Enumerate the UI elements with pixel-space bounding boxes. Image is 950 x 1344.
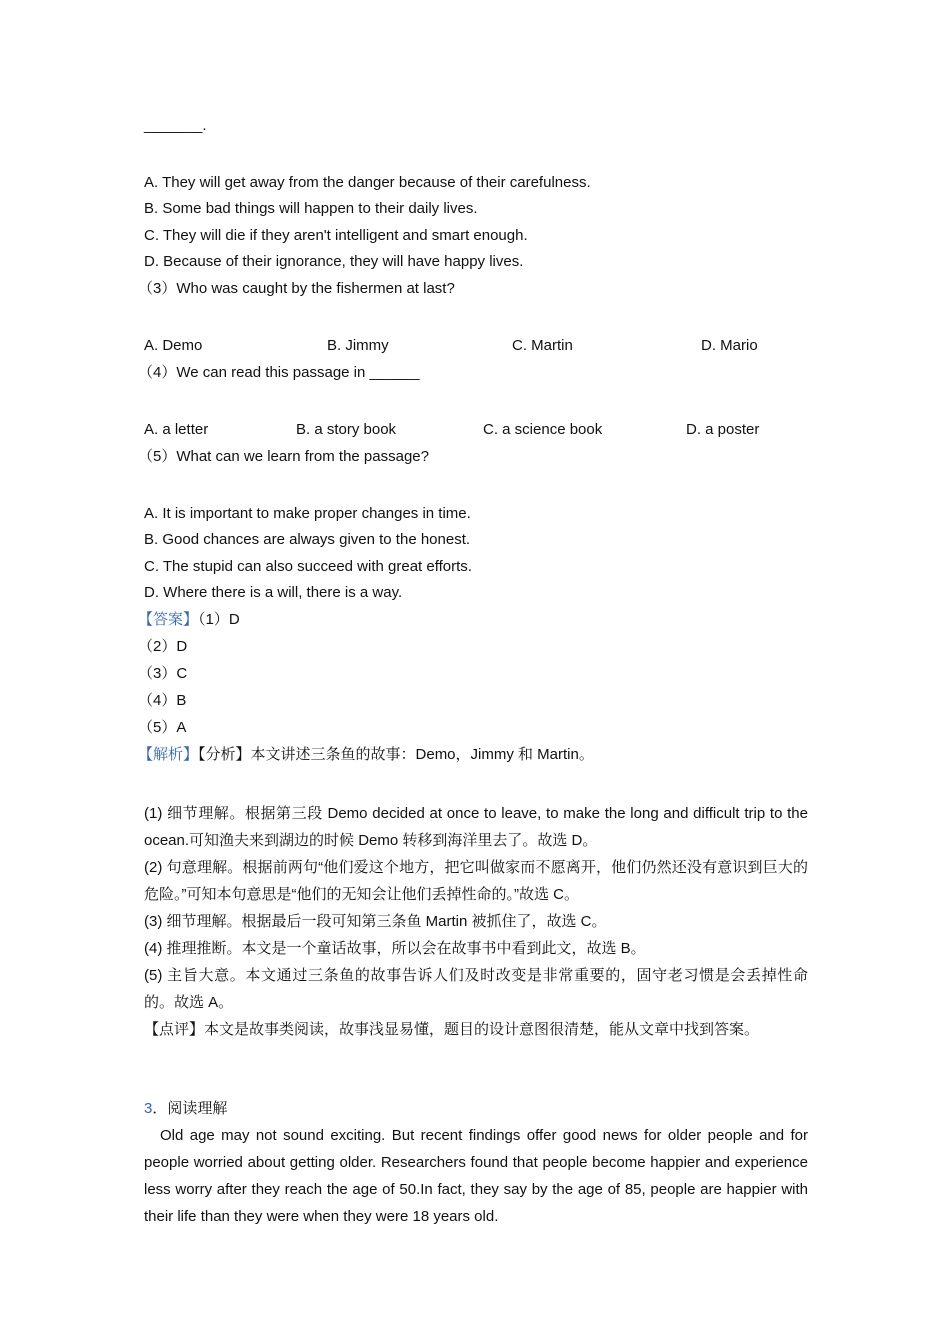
section-3-passage: Old age may not sound exciting. But recent findings offer good news for older people and for people worried about getting older. Researchers found that people become happier and experience less worry after they reach the age of 50.In fact, they say by the age of 85, people are happier with their life than they were when they were 18 years old. xyxy=(144,1127,808,1225)
answer-3: （3）C xyxy=(138,665,188,682)
answer-line xyxy=(138,611,240,629)
comment: 【点评】本文是故事类阅读，故事浅显易懂，题目的设计意图很清楚，能从文章中找到答案。 xyxy=(144,1021,760,1038)
q4-option-c: C. a science book xyxy=(483,421,603,438)
analysis-item-5: (5) 主旨大意。本文通过三条鱼的故事告诉人们及时改变是非常重要的，固守老习惯是会丢掉性命的。故选 A。 xyxy=(144,967,808,1011)
q4-question: （4）We can read this passage in ______ xyxy=(138,364,420,381)
q2-option-c: C. They will die if they aren't intelligent and smart enough. xyxy=(144,227,528,244)
answer-2: （2）D xyxy=(138,638,188,655)
q3-option-c: C. Martin xyxy=(512,337,573,354)
section-3-title: ．阅读理解 xyxy=(152,1100,228,1117)
q3-option-a: A. Demo xyxy=(144,337,203,354)
answer-label: 【答案】 xyxy=(138,611,199,628)
q3-option-b: B. Jimmy xyxy=(327,337,389,354)
analysis-intro: 【分析】本文讲述三条鱼的故事：Demo，Jimmy 和 Martin。 xyxy=(198,746,594,763)
q4-option-d: D. a poster xyxy=(686,421,760,438)
q2-blank: _______. xyxy=(144,117,207,134)
analysis-item-2: (2) 句意理解。根据前两句“他们爱这个地方，把它叫做家而不愿离开，他们仍然还没有意识到巨大的危险。”可知本句意思是“他们的无知会让他们丢掉性命的。”故选 C。 xyxy=(144,859,808,903)
q5-question: （5）What can we learn from the passage? xyxy=(138,448,429,465)
q3-question: （3）Who was caught by the fishermen at last? xyxy=(138,280,455,297)
answer-1: （1）D xyxy=(198,611,240,628)
analysis-line xyxy=(138,746,594,764)
q4-option-b: B. a story book xyxy=(296,421,397,438)
q5-option-b: B. Good chances are always given to the honest. xyxy=(144,531,471,548)
answer-4: （4）B xyxy=(138,692,187,709)
q3-option-d: D. Mario xyxy=(701,337,758,354)
section-3-number: 3 xyxy=(144,1100,153,1117)
q2-option-b: B. Some bad things will happen to their daily lives. xyxy=(144,200,478,217)
analysis-label: 【解析】 xyxy=(138,746,199,763)
q5-option-a: A. It is important to make proper changes in time. xyxy=(144,505,471,522)
analysis-item-1: (1) 细节理解。根据第三段 Demo decided at once to leave, to make the long and difficult trip to the ocean.可知渔夫来到湖边的时候 Demo 转移到海洋里去了。故选 D。 xyxy=(144,805,808,849)
q5-option-c: C. The stupid can also succeed with great efforts. xyxy=(144,558,472,575)
section-3-heading xyxy=(144,1100,227,1118)
answer-5: （5）A xyxy=(138,719,187,736)
q2-option-a: A. They will get away from the danger because of their carefulness. xyxy=(144,174,591,191)
q4-option-a: A. a letter xyxy=(144,421,209,438)
q5-option-d: D. Where there is a will, there is a way. xyxy=(144,584,403,601)
q2-option-d: D. Because of their ignorance, they will have happy lives. xyxy=(144,253,524,270)
analysis-item-4: (4) 推理推断。本文是一个童话故事，所以会在故事书中看到此文，故选 B。 xyxy=(144,940,646,957)
analysis-item-3: (3) 细节理解。根据最后一段可知第三条鱼 Martin 被抓住了，故选 C。 xyxy=(144,913,607,930)
